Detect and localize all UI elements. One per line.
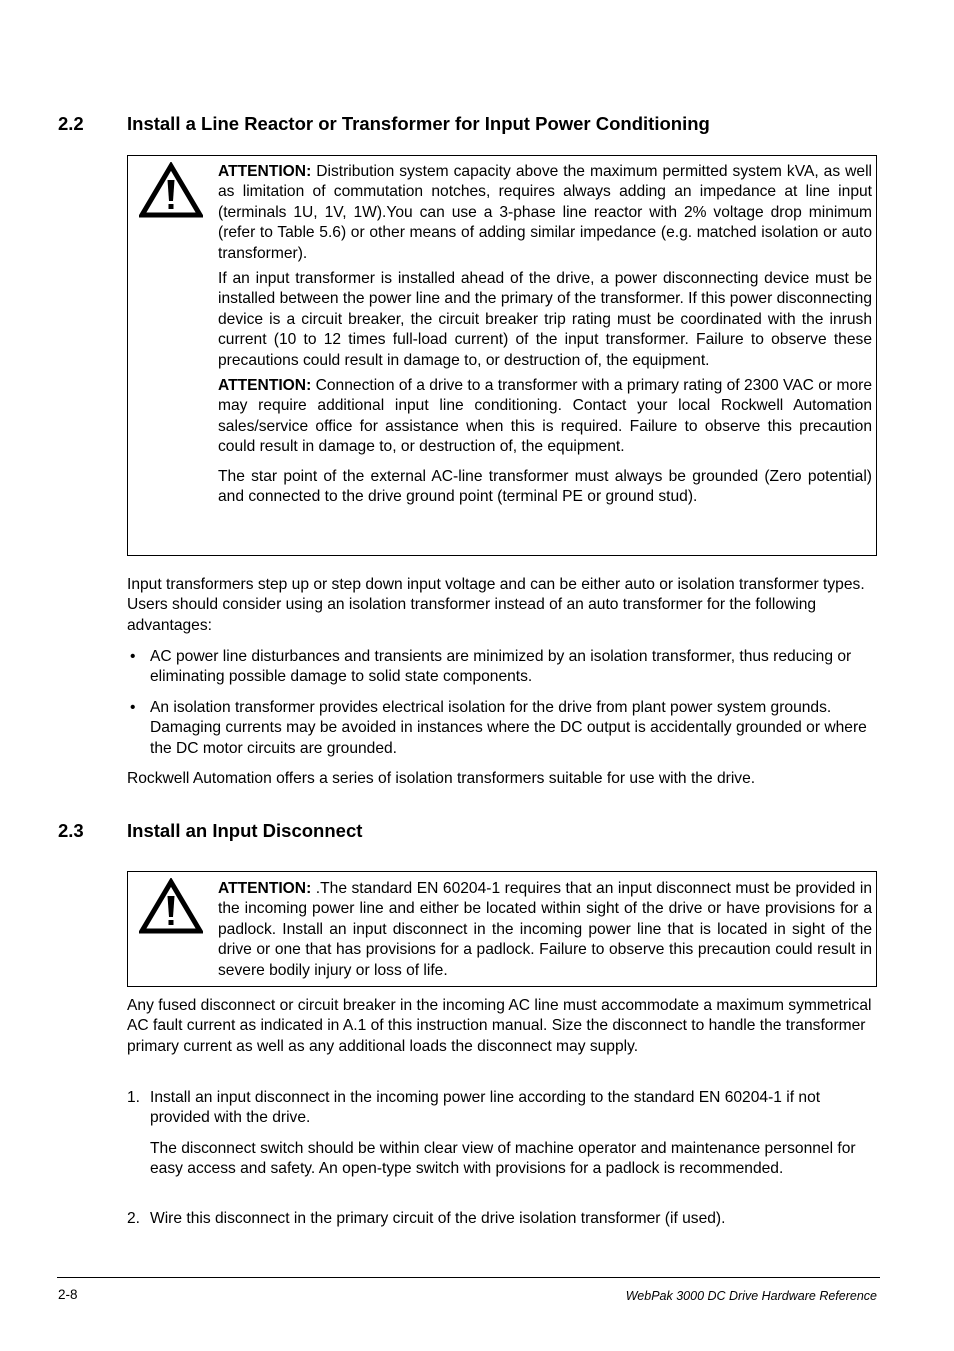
attention-text: [218, 879, 872, 981]
section-number: 2.2: [58, 113, 84, 134]
bullet-icon: •: [130, 648, 136, 665]
document-title: WebPak 3000 DC Drive Hardware Reference: [625, 1289, 877, 1303]
attention-box: [127, 871, 877, 987]
step-number: 2.: [127, 1210, 141, 1227]
section-title: Install an Input Disconnect: [127, 820, 363, 841]
section-heading-2-3: [58, 820, 362, 842]
attention-label: ATTENTION:: [218, 880, 312, 897]
closing-paragraph: [127, 769, 879, 789]
intro-text: Input transformers step up or step down input voltage and can be either auto or isolation transformer types. Users should consider using an isolation transformer instead of an auto transformer for the following advantages:: [127, 576, 865, 634]
attention-text: [218, 162, 872, 508]
list-item: [127, 698, 879, 759]
list-item: [127, 647, 879, 688]
attention-body: Connection of a drive to a transformer with a primary rating of 2300 VAC or more may require additional input line conditioning. Contact your local Rockwell Automation sales/service office for assistance when this is required. Failure to observe this precaution could result in damage to, or destruction of, the equipment.: [218, 377, 872, 456]
attention-box: [127, 155, 877, 556]
section-number: 2.3: [58, 820, 84, 841]
closing-text: Rockwell Automation offers a series of isolation transformers suitable for use with the drive.: [127, 770, 756, 787]
step-subtext: The disconnect switch should be within clear view of machine operator and maintenance personnel for easy access and safety. An open-type switch with provisions for a padlock is recommended.: [150, 1139, 856, 1178]
star-point-paragraph: The star point of the external AC-line transformer must always be grounded (Zero potential) and connected to the drive ground point (terminal PE or ground stud).: [218, 467, 872, 506]
intro-paragraph: [127, 575, 879, 636]
warning-triangle-icon: [139, 162, 203, 218]
section-title: Install a Line Reactor or Transformer for Input Power Conditioning: [127, 113, 710, 134]
bullet-text: AC power line disturbances and transients are minimized by an isolation transformer, thus reducing or eliminating possible damage to solid state components.: [150, 648, 852, 686]
transformer-paragraph: If an input transformer is installed ahead of the drive, a power disconnecting device must be installed between the power line and the primary of the transformer. If this power disconnecting device is a circuit breaker, the circuit breaker trip rating must be coordinated with the inrush current (10 to 12 times full-load current) of the input transformer. Failure to observe these precautions could result in damage to, or destruction of, the equipment.: [218, 270, 872, 369]
footer-divider: [57, 1277, 880, 1278]
step-text: Wire this disconnect in the primary circuit of the drive isolation transformer (if used).: [150, 1210, 726, 1227]
step-number: 1.: [127, 1089, 141, 1106]
page-number: 2-8: [58, 1287, 78, 1302]
fault-current-text: Any fused disconnect or circuit breaker in the incoming AC line must accommodate a maximum symmetrical AC fault current as indicated in A.1 of this instruction manual. Size the disconnect to handle the transformer primary current as well as any additional loads the disconnect may supply.: [127, 997, 872, 1055]
step-text: Install an input disconnect in the incoming power line according to the standard EN 60204-1 if not provided with the drive.: [150, 1089, 821, 1127]
warning-triangle-icon: [139, 878, 203, 934]
fault-current-paragraph: [127, 996, 879, 1057]
section-heading-2-2: [58, 113, 710, 135]
list-item: [127, 1209, 879, 1229]
bullet-text: An isolation transformer provides electrical isolation for the drive from plant power system grounds. Damaging currents may be avoided in instances where the DC output is accidentally grounded or where the DC motor circuits are grounded.: [150, 699, 867, 757]
list-item: [127, 1088, 879, 1180]
bullet-icon: •: [130, 699, 136, 716]
attention-label: ATTENTION:: [218, 163, 312, 180]
attention-body: Distribution system capacity above the maximum permitted system kVA, as well as limitation of commutation notches, requires always adding an impedance at line input (terminals 1U, 1V, 1W).You can use a 3-phase line reactor with 2% voltage drop minimum (refer to Table 5.6) or other means of adding similar impedance (e.g. matched isolation or auto transformer).: [218, 163, 872, 262]
attention-label: ATTENTION:: [218, 377, 312, 395]
attention-body: .The standard EN 60204-1 requires that an input disconnect must be provided in the incoming power line and either be located within sight of the drive or have provisions for a padlock. Install an input disconnect in the incoming power line that is located in sight of the drive or one that has provisions for a padlock. Failure to observe this precaution could result in severe bodily injury or loss of life.: [218, 880, 872, 979]
